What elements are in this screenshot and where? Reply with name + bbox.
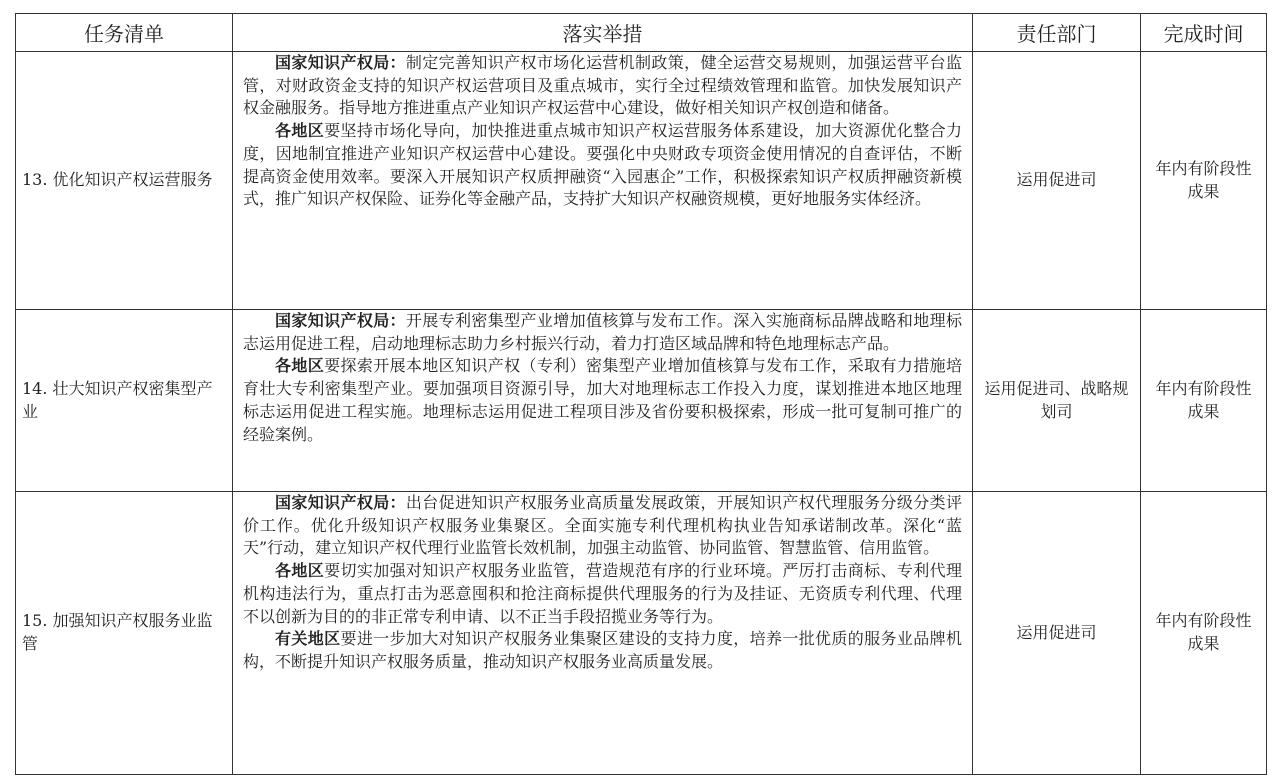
- measure-text: 要进一步加大对知识产权服务业集聚区建设的支持力度，培养一批优质的服务业品牌机构，不断提升知识产权服务质量，推动知识产权服务业高质量发展。: [243, 629, 962, 671]
- task-cell: 13. 优化知识产权运营服务: [16, 52, 233, 310]
- table-row: [16, 52, 1267, 310]
- measure-paragraph: [243, 628, 962, 673]
- measures-cell: [233, 492, 973, 775]
- header-task-list: 任务清单: [16, 14, 233, 52]
- measures-cell: [233, 310, 973, 492]
- header-measures: 落实举措: [233, 14, 973, 52]
- measure-lead: 各地区: [275, 561, 325, 581]
- department-cell: 运用促进司: [973, 492, 1141, 775]
- table-header-row: [16, 14, 1267, 52]
- measure-lead: 国家知识产权局：: [275, 311, 406, 330]
- header-department: 责任部门: [973, 14, 1141, 52]
- measure-paragraph: [243, 560, 962, 628]
- measure-lead: 有关地区: [275, 629, 341, 649]
- measure-text: 要探索开展本地区知识产权（专利）密集型产业增加值核算与发布工作，采取有力措施培育壮大专利密集型产业。要加强项目资源引导，加大对地理标志工作投入力度，谋划推进本地区地理标志运用促进工程实施。地理标志运用促进工程项目涉及省份要积极探索，形成一批可复制可推广的经验案例。: [243, 356, 962, 444]
- measure-paragraph: [243, 492, 962, 560]
- header-deadline: 完成时间: [1141, 14, 1267, 52]
- department-cell: 运用促进司、战略规划司: [973, 310, 1141, 492]
- measure-text: 要切实加强对知识产权服务业监管，营造规范有序的行业环境。严厉打击商标、专利代理机构违法行为，重点打击为恶意囤积和抢注商标提供代理服务的行为及挂证、无资质专利代理、代理不以创新为目的的非正常专利申请、以不正当手段招揽业务等行为。: [243, 561, 962, 626]
- measure-text: 开展专利密集型产业增加值核算与发布工作。深入实施商标品牌战略和地理标志运用促进工程，启动地理标志助力乡村振兴行动，着力打造区域品牌和特色地理标志产品。: [243, 311, 962, 353]
- table-row: [16, 492, 1267, 775]
- measure-paragraph: [243, 120, 962, 211]
- measure-lead: 各地区: [275, 121, 325, 141]
- task-table: [15, 13, 1267, 775]
- measure-paragraph: [243, 52, 962, 120]
- measure-text: 要坚持市场化导向，加快推进重点城市知识产权运营服务体系建设，加大资源优化整合力度，因地制宜推进产业知识产权运营中心建设。要强化中央财政专项资金使用情况的自查评估，不断提高资金使用效率。要深入开展知识产权质押融资“入园惠企”工作，积极探索知识产权质押融资新模式，推广知识产权保险、证券化等金融产品，支持扩大知识产权融资规模，更好地服务实体经济。: [243, 121, 962, 209]
- deadline-cell: 年内有阶段性成果: [1141, 492, 1267, 775]
- task-cell: 14. 壮大知识产权密集型产业: [16, 310, 233, 492]
- measures-cell: [233, 52, 973, 310]
- measure-text: 出台促进知识产权服务业高质量发展政策，开展知识产权代理服务分级分类评价工作。优化升级知识产权服务业集聚区。全面实施专利代理机构执业告知承诺制改革。深化“蓝天”行动，建立知识产权代理行业监管长效机制，加强主动监管、协同监管、智慧监管、信用监管。: [243, 493, 962, 558]
- measure-lead: 国家知识产权局：: [275, 53, 406, 72]
- measure-lead: 国家知识产权局：: [275, 493, 406, 512]
- department-cell: 运用促进司: [973, 52, 1141, 310]
- measure-paragraph: [243, 355, 962, 446]
- measure-lead: 各地区: [275, 356, 325, 376]
- deadline-cell: 年内有阶段性成果: [1141, 310, 1267, 492]
- table-row: [16, 310, 1267, 492]
- measure-text: 制定完善知识产权市场化运营机制政策，健全运营交易规则，加强运营平台监管，对财政资金支持的知识产权运营项目及重点城市，实行全过程绩效管理和监管。加快发展知识产权金融服务。指导地方推进重点产业知识产权运营中心建设，做好相关知识产权创造和储备。: [243, 53, 962, 118]
- task-cell: 15. 加强知识产权服务业监管: [16, 492, 233, 775]
- deadline-cell: 年内有阶段性成果: [1141, 52, 1267, 310]
- measure-paragraph: [243, 310, 962, 355]
